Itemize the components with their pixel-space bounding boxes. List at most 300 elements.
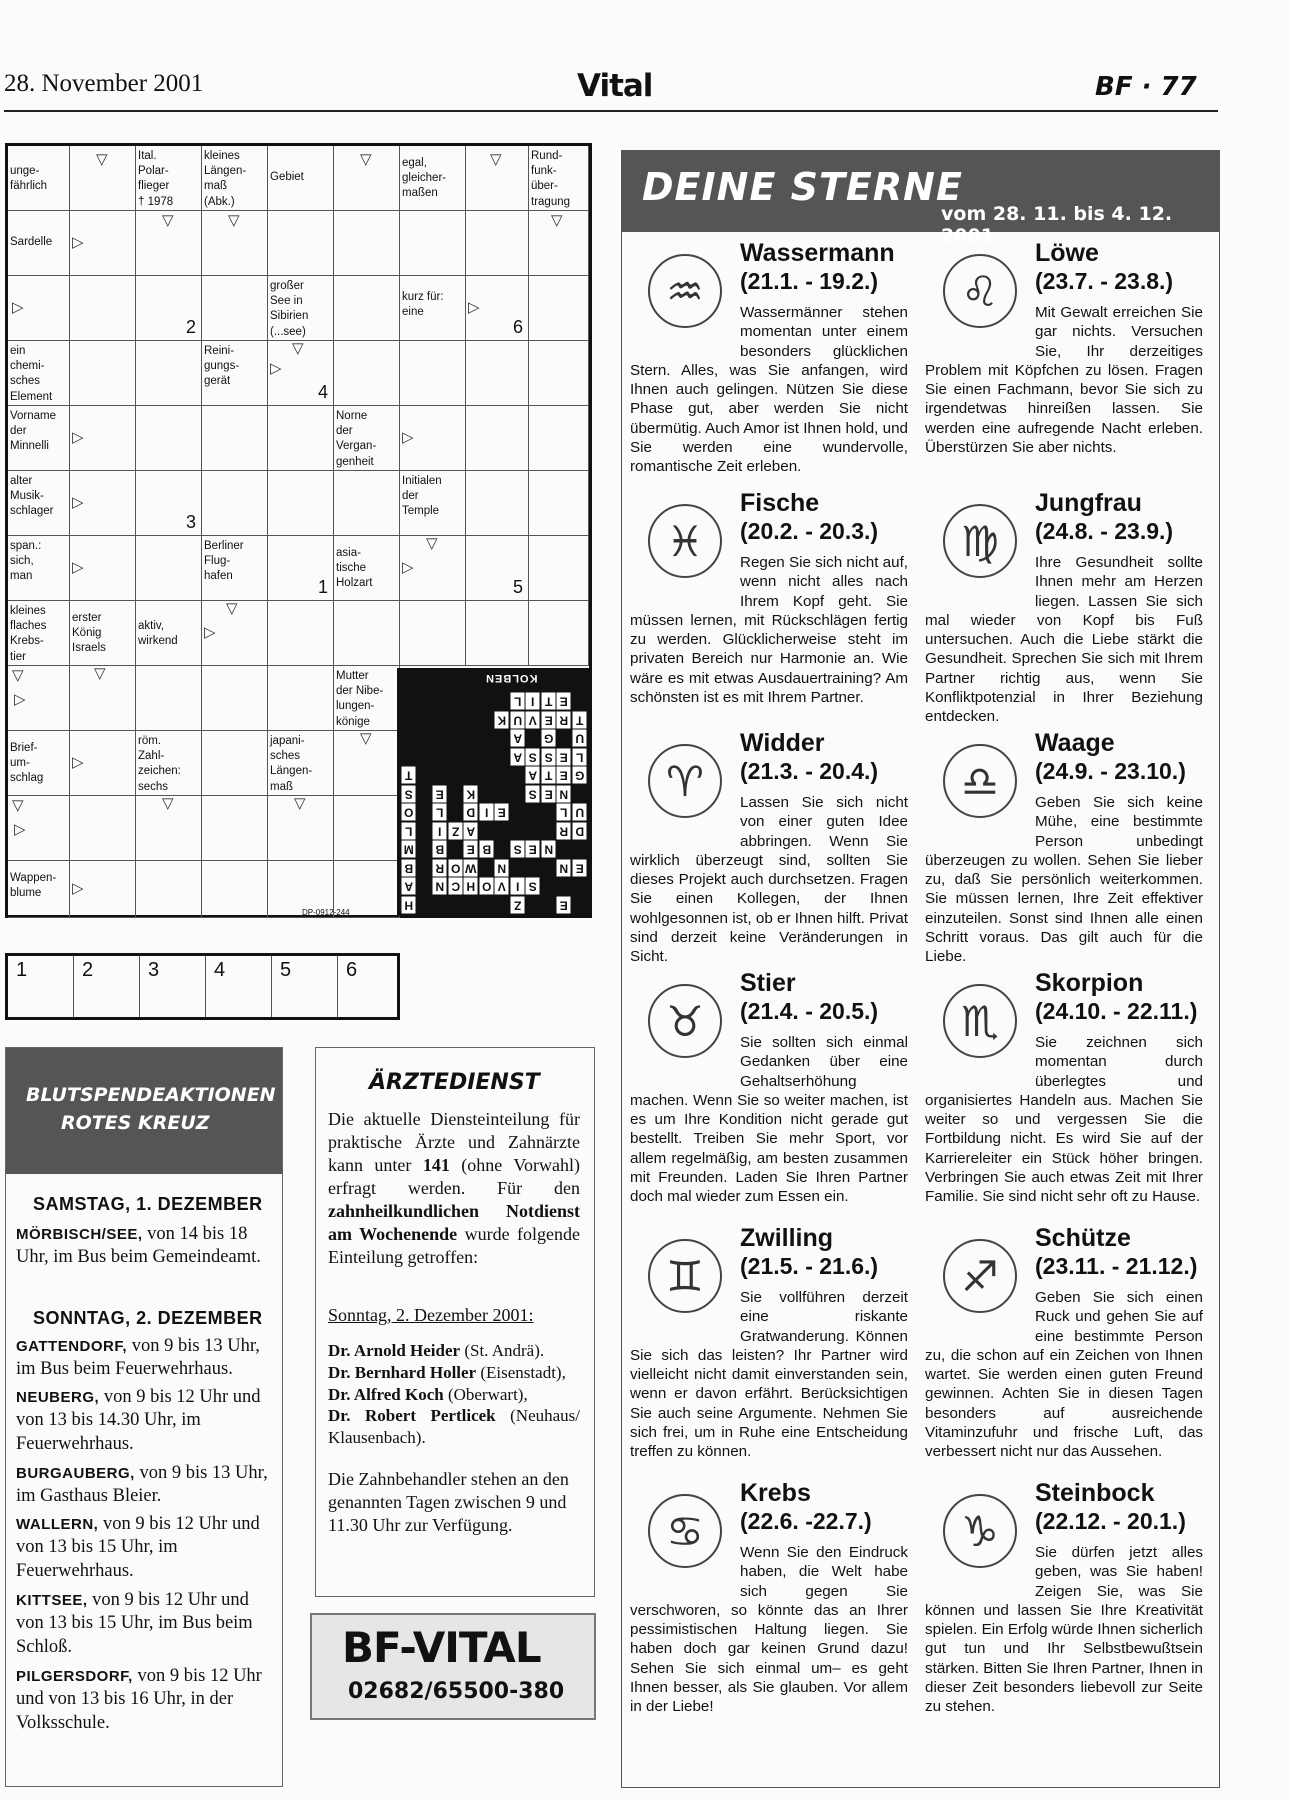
answer-cell[interactable]: ▽ [466, 146, 529, 211]
icon-spacer [630, 303, 740, 353]
solution-letter: G [541, 729, 557, 748]
zodiac-name: Jungfrau [1035, 489, 1142, 517]
answer-cell[interactable]: ▽ [334, 731, 400, 796]
clue-reinigungsgeraet: Reini- gungs- gerät [202, 341, 268, 406]
zodiac-text: Ihre Gesundheit sollte Ihnen mehr am Herzen liegen. Lassen Sie sich mal wieder von Kopf bis Fuß untersuchen. Auch die Liebe stärkt die Gesundheit. Sprechen Sie sich mit Ihrem Partner richtig aus, wenn Sie Konfliktpotenzial in Ihrer Beziehung entdecken. [925, 554, 1203, 726]
solution-letter: E [541, 711, 557, 730]
solution-letter: N [556, 785, 572, 804]
solution-letter: O [479, 877, 495, 896]
answer-cell[interactable] [202, 731, 268, 796]
zodiac-dates: (22.6. -22.7.) [740, 1508, 872, 1534]
donation-time: von 9 bis 13 Uhr, im Bus beim Feuerwehrhaus. [16, 1336, 260, 1380]
solution-letter: D [463, 803, 479, 822]
answer-cell[interactable] [466, 471, 529, 536]
answer-cell[interactable]: ▽ ▷ [8, 666, 70, 731]
solution-letter: N [432, 877, 448, 896]
solution-letter: N [541, 840, 557, 859]
solution-letter: G [572, 766, 588, 785]
svg-text:♏: ♏ [961, 997, 999, 1046]
answer-cell[interactable] [70, 341, 136, 406]
answer-cell[interactable] [529, 276, 589, 341]
donation-time: von 9 bis 12 Uhr und von 13 bis 14.30 Uhr, im Feuerwehrhaus. [16, 1387, 261, 1454]
donation-place: PILGERSDORF, [16, 1668, 133, 1685]
zodiac-name: Wassermann [740, 239, 895, 267]
donation-place: GATTENDORF, [16, 1338, 128, 1355]
answer-cell[interactable]: ▽ [70, 146, 136, 211]
icon-spacer [630, 1288, 740, 1338]
solution-letter: U [572, 729, 588, 748]
solution-letter: Z [510, 896, 526, 915]
donation-place: NEUBERG, [16, 1389, 100, 1406]
number-6: 6 [512, 317, 523, 337]
day-heading-sunday: SONNTAG, 2. DEZEMBER [33, 1308, 263, 1328]
zodiac-text-block [630, 303, 908, 477]
doctor-place: (St. Andrä). [460, 1341, 545, 1360]
solution-letter: S [510, 840, 526, 859]
answer-cell[interactable]: ▷ ▽ [202, 601, 268, 666]
answer-cell[interactable] [334, 471, 400, 536]
doctor-entry [328, 1340, 580, 1362]
donation-time: von 9 bis 13 Uhr, im Gasthaus Bleier. [16, 1463, 268, 1507]
solution-letter: S [541, 748, 557, 767]
clue-initialen-temple: Initialen der Temple [400, 471, 466, 536]
clue-egal: egal, gleicher- maßen [400, 146, 466, 211]
number-1: 1 [317, 577, 328, 597]
number-5: 5 [512, 577, 523, 597]
solution-letter: T [541, 766, 557, 785]
zodiac-name: Waage [1035, 729, 1115, 757]
bf-vital-title: BF-VITAL [342, 1623, 541, 1672]
solution-box-6[interactable]: 6 [346, 959, 358, 981]
doctor-service-intro [328, 1108, 580, 1269]
zodiac-name: Stier [740, 969, 796, 997]
answer-cell[interactable] [136, 341, 202, 406]
answer-cell[interactable]: ▽ [334, 146, 400, 211]
answer-cell[interactable]: ▷ [70, 471, 136, 536]
answer-cell[interactable]: ▷ [8, 276, 70, 341]
answer-cell[interactable] [529, 341, 589, 406]
zodiac-text: Mit Gewalt erreichen Sie gar nichts. Versuchen Sie, Ihr derzeitiges Problem mit Köpfchen zu lösen. Fragen Sie einen Fachmann, bevor Sie sich zu irgendetwas hinreißen lassen. Sie werden eine aufregende Nacht erleben. Überstürzen Sie aber nichts. [925, 304, 1203, 457]
zodiac-name: Steinbock [1035, 1479, 1155, 1507]
clue-grosser-see: großer See in Sibirien (...see) [268, 276, 334, 341]
solution-letter: S [401, 785, 417, 804]
clue-asiatische-holzart: asia- tische Holzart [334, 536, 400, 601]
donation-entry [16, 1223, 276, 1270]
zodiac-text-block [925, 303, 1203, 457]
icon-spacer [925, 303, 1035, 353]
icon-spacer [925, 1543, 1035, 1593]
zodiac-name: Schütze [1035, 1224, 1131, 1252]
zodiac-dates: (24.9. - 23.10.) [1035, 758, 1186, 784]
number-2: 2 [185, 317, 196, 337]
clue-rundfunk: Rund- funk- über- tragung [529, 146, 589, 211]
solution-letter: R [556, 822, 572, 841]
zodiac-text: Wassermänner stehen momentan unter einem besonders glücklichen Stern. Alles, was Sie anfangen, wird Ihnen auch gelingen. Nützen Sie diese Phase gut, aber werden Sie nicht übermütig. Auch Amor ist Ihnen hold, und Sie werden eine wundervolle, romantische Zeit erleben. [630, 304, 908, 476]
zodiac-text-block [630, 1288, 908, 1462]
solution-box-4[interactable]: 4 [206, 956, 272, 1017]
answer-cell[interactable]: ▷ 6 [466, 276, 529, 341]
answer-cell[interactable] [202, 276, 268, 341]
solution-letter: A [525, 766, 541, 785]
doctor-name: Dr. Arnold Heider [328, 1341, 461, 1360]
answer-cell[interactable] [334, 211, 400, 276]
solution-letter: S [525, 748, 541, 767]
answer-cell[interactable] [70, 796, 136, 861]
zodiac-dates: (23.11. - 21.12.) [1035, 1253, 1198, 1279]
clue-kleines-laengenmass: kleines Längen- maß (Abk.) [202, 146, 268, 211]
answer-cell[interactable] [529, 601, 589, 666]
solution-letter: A [463, 822, 479, 841]
zodiac-name: Krebs [740, 1479, 811, 1507]
donation-entry [16, 1589, 276, 1659]
answer-cell[interactable] [268, 666, 334, 731]
solution-box-5[interactable]: 5 [272, 956, 338, 1017]
doctor-place: (Oberwart), [443, 1384, 528, 1404]
svg-text:♓: ♓ [666, 517, 704, 566]
svg-text:♍: ♍ [961, 517, 999, 566]
donation-place: MÖRBISCH/SEE, [16, 1226, 143, 1243]
clue-aktiv: aktiv, wirkend [136, 601, 202, 666]
puzzle-code: DP-0912-244 [302, 908, 350, 917]
answer-cell[interactable] [136, 536, 202, 601]
solution-letter: B [479, 840, 495, 859]
solution-letter: V [494, 877, 510, 896]
icon-spacer [630, 1543, 740, 1593]
solution-letter: E [556, 692, 572, 711]
doctor-entry [328, 1405, 580, 1449]
answer-cell[interactable] [466, 341, 529, 406]
donation-entry [16, 1513, 276, 1583]
solution-letter: I [510, 877, 526, 896]
doctor-place: (Neuhaus/ Klausenbach). [328, 1406, 580, 1447]
answer-cell[interactable]: ▽ [136, 211, 202, 276]
donation-place: BURGAUBERG, [16, 1465, 135, 1482]
solution-box-1[interactable]: 1 [8, 956, 74, 1017]
answer-cell[interactable] [334, 276, 400, 341]
solution-letter: E [432, 785, 448, 804]
horoscope-subtitle: vom 28. 11. bis 4. 12. 2001 [941, 203, 1173, 247]
solution-letter: L [556, 803, 572, 822]
intro-text: Die aktuelle Diensteinteilung für praktische Ärzte und Zahnärzte kann unter [328, 1109, 580, 1176]
svg-text:♌: ♌ [961, 267, 999, 316]
answer-cell[interactable] [466, 601, 529, 666]
horoscope-title: DEINE STERNE [642, 165, 963, 209]
clue-sardelle: Sardelle [8, 211, 70, 276]
answer-cell[interactable] [202, 796, 268, 861]
solution-letter: B [432, 840, 448, 859]
clue-briefumschlag: Brief- um- schlag [8, 731, 70, 796]
solution-letter: S [525, 877, 541, 896]
answer-cell[interactable] [136, 406, 202, 471]
clue-krebstier: kleines flaches Krebs- tier [8, 601, 70, 666]
solution-letter: W [463, 859, 479, 878]
zodiac-dates: (24.8. - 23.9.) [1035, 518, 1174, 544]
zodiac-text: Wenn Sie den Eindruck haben, die Welt habe sich gegen Sie verschworen, so könnte das an Ihrer pessimistischen Haltung liegen. Sie haben doch gar keinen Grund dazu! Sehen Sie sich einmal um– es geht Ihnen besser, als Sie glauben. Vor allem in der Liebe! [630, 1544, 908, 1716]
solution-letter: H [401, 896, 417, 915]
zodiac-text-block [925, 1033, 1203, 1207]
answer-cell[interactable] [136, 666, 202, 731]
solution-letter: B [401, 859, 417, 878]
icon-spacer [630, 1033, 740, 1083]
donation-entry [16, 1462, 276, 1509]
answer-cell[interactable]: ▷ [70, 406, 136, 471]
answer-cell[interactable] [400, 211, 466, 276]
blood-title-line1: BLUTSPENDEAKTIONEN [26, 1084, 276, 1106]
blood-title-line2: ROTES KREUZ [61, 1111, 210, 1134]
solution-title: KOLBEN [485, 672, 538, 684]
svg-text:♊: ♊ [666, 1252, 704, 1301]
svg-text:♋: ♋ [666, 1507, 704, 1556]
solution-grid [397, 668, 590, 916]
zodiac-name: Fische [740, 489, 820, 517]
zodiac-name: Zwilling [740, 1224, 834, 1252]
bf-vital-box [310, 1613, 596, 1720]
answer-cell[interactable] [400, 601, 466, 666]
solution-letter: O [448, 859, 464, 878]
zodiac-text: Sie sollten sich einmal Gedanken über eine Gehaltserhöhung machen. Wenn Sie so weiter machen, ist es um Ihre Kondition nicht gerade gut bestellt. Treiben Sie mehr Sport, vor allem regelmäßig, am besten zusammen mit Freunden. Laden Sie Ihren Partner doch mal wieder zum Essen ein. [630, 1034, 908, 1206]
svg-text:♑: ♑ [961, 1507, 999, 1556]
zodiac-name: Skorpion [1035, 969, 1144, 997]
zodiac-text-block [925, 1288, 1203, 1462]
solution-letter: V [525, 711, 541, 730]
horoscope-panel [621, 150, 1220, 1788]
answer-cell[interactable] [268, 601, 334, 666]
solution-letter: L [432, 803, 448, 822]
answer-cell[interactable]: ▽ [268, 796, 334, 861]
header-rule [4, 110, 1218, 112]
icon-spacer [925, 1288, 1035, 1338]
clue-japanisches-laengenmass: japani- sches Längen- maß [268, 731, 334, 796]
clue-berliner-flughafen: Berliner Flug- hafen [202, 536, 268, 601]
zodiac-text: Sie vollführen derzeit eine riskante Gratwanderung. Können Sie sich das leisten? Ihr Partner wird vielleicht nicht damit einverstanden sein, wenn er davon erfährt. Berücksichtigen Sie auch seine Argumente. Nehmen Sie sich frei, um in Ruhe eine Entscheidung treffen zu können. [630, 1289, 908, 1461]
clue-kurz-fuer: kurz für: eine [400, 276, 466, 341]
answer-cell[interactable] [268, 536, 334, 601]
answer-cell[interactable] [529, 536, 589, 601]
zodiac-text: Sie zeichnen sich momentan durch überlegtes und organisiertes Handeln aus. Machen Sie weiter so und vergessen Sie die Fortbildung nicht. Es wird Sie auf der Karriereleiter ein Stück höher bringen. Verbringen Sie auch etwas Zeit mit Ihrer Familie. Sie sind nicht sehr oft zu Hause. [925, 1034, 1203, 1206]
solution-letter: E [525, 840, 541, 859]
solution-letter: U [572, 803, 588, 822]
zodiac-text-block [630, 793, 908, 967]
zodiac-text: Regen Sie sich nicht auf, wenn nicht alles nach Ihrem Kopf geht. Sie müssen lernen, mit Rückschlägen fertig zu werden. Glücklicherweise steht im privaten Bereich nur Harmonie an. Wie wäre es mit etwas Ausdauertraining? Am schönsten ist es mit Ihrem Partner. [630, 554, 909, 707]
svg-text:♉: ♉ [666, 997, 704, 1046]
blood-donation-box [5, 1047, 283, 1787]
solution-letter: K [494, 711, 510, 730]
number-3: 3 [185, 512, 196, 532]
zodiac-text-block [630, 553, 908, 707]
solution-letter: E [572, 859, 588, 878]
donation-place: WALLERN, [16, 1516, 99, 1533]
clue-erster-koenig: erster König Israels [70, 601, 136, 666]
service-date: Sonntag, 2. Dezember 2001: [328, 1305, 534, 1325]
zodiac-dates: (21.4. - 20.5.) [740, 998, 879, 1024]
day-heading-saturday: SAMSTAG, 1. DEZEMBER [33, 1194, 263, 1214]
zodiac-dates: (23.7. - 23.8.) [1035, 268, 1174, 294]
zodiac-text-block [630, 1543, 908, 1717]
clue-musikschlager: alter Musik- schlager [8, 471, 70, 536]
answer-cell[interactable] [268, 471, 334, 536]
answer-cell[interactable]: ▷ ▽ 4 [268, 341, 334, 406]
zodiac-text-block [630, 1033, 908, 1207]
solution-letter: C [448, 877, 464, 896]
clue-norne: Norne der Vergan- genheit [334, 406, 400, 471]
solution-letter: A [401, 877, 417, 896]
clue-vorname-minnelli: Vorname der Minnelli [8, 406, 70, 471]
donation-time: von 9 bis 12 Uhr und von 13 bis 16 Uhr, in der Volksschule. [16, 1666, 262, 1733]
icon-spacer [925, 1033, 1035, 1083]
solution-letter: A [510, 729, 526, 748]
doctor-service-title: ÄRZTEDIENST [369, 1070, 540, 1095]
answer-cell[interactable] [466, 406, 529, 471]
answer-cell[interactable]: ▷ [70, 211, 136, 276]
clue-wappenblume: Wappen- blume [8, 861, 70, 918]
solution-letter: N [494, 859, 510, 878]
zodiac-text-block [925, 1543, 1203, 1717]
answer-cell[interactable] [466, 536, 529, 601]
horoscope-banner [622, 151, 1219, 247]
solution-box-3[interactable]: 3 [140, 956, 206, 1017]
answer-cell[interactable]: ▷ [400, 406, 466, 471]
zodiac-text-block [925, 793, 1203, 967]
answer-cell[interactable] [268, 406, 334, 471]
answer-cell[interactable]: ▷ ▽ [400, 536, 466, 601]
solution-letter: U [510, 711, 526, 730]
icon-spacer [630, 553, 740, 603]
answer-cell[interactable] [529, 406, 589, 471]
answer-cell[interactable] [334, 341, 400, 406]
solution-letter: R [432, 859, 448, 878]
clue-gebiet: Gebiet [268, 146, 334, 211]
solution-letter: L [401, 822, 417, 841]
svg-text:♎: ♎ [961, 757, 999, 806]
doctor-name: Dr. Alfred Koch [328, 1384, 444, 1404]
solution-box-2[interactable]: 2 [74, 956, 140, 1017]
answer-cell[interactable] [202, 861, 268, 918]
clue-polarflieger: Ital. Polar- flieger † 1978 [136, 146, 202, 211]
answer-cell[interactable]: ▽ [529, 211, 589, 276]
answer-cell[interactable] [136, 861, 202, 918]
answer-cell[interactable] [466, 211, 529, 276]
solution-letter: T [572, 711, 588, 730]
dental-emergency: zahnheilkundlichen Notdienst am Wochenende [328, 1201, 580, 1245]
icon-spacer [925, 553, 1035, 603]
donation-place: KITTSEE, [16, 1592, 88, 1609]
phone-141: 141 [422, 1155, 450, 1176]
answer-cell[interactable] [268, 211, 334, 276]
page-number: BF · 77 [1095, 72, 1197, 102]
answer-cell[interactable] [136, 471, 202, 536]
solution-letter: K [463, 785, 479, 804]
section-title: Vital [577, 68, 653, 104]
solution-letter: E [556, 766, 572, 785]
zodiac-text: Geben Sie sich einen Ruck und gehen Sie auf eine bestimmte Person zu, die schon auf ein Zeichen von Ihnen wartet. Sie werden einen guten Freund gewinnen. Achten Sie in diesen Tagen besonders auf ausreichende Vitaminzufuhr und frische Luft, das verbessert nicht nur das Aussehen. [925, 1289, 1203, 1461]
solution-letter: L [510, 692, 526, 711]
solution-letter: I [479, 803, 495, 822]
svg-text:♐: ♐ [961, 1252, 999, 1301]
intro-text: wurde folgende Einteilung getroffen: [328, 1224, 580, 1268]
donation-time: von 9 bis 12 Uhr und von 13 bis 15 Uhr, im Bus beim Schloß. [16, 1590, 253, 1657]
answer-cell[interactable]: ▽ [202, 211, 268, 276]
solution-letter: T [541, 692, 557, 711]
answer-cell[interactable]: ▽ [136, 796, 202, 861]
clue-span-sich: span.: sich, man [8, 536, 70, 601]
doctor-entry [328, 1384, 580, 1406]
doctor-name: Dr. Bernhard Holler [328, 1362, 477, 1382]
solution-letter: O [401, 803, 417, 822]
clue-roemische-zahl: röm. Zahl- zeichen: sechs [136, 731, 202, 796]
donation-entry [16, 1665, 276, 1735]
answer-cell[interactable] [202, 471, 268, 536]
answer-cell[interactable]: ▽ [70, 666, 136, 731]
solution-letter: R [556, 711, 572, 730]
issue-date: 28. November 2001 [4, 70, 204, 97]
answer-cell[interactable]: ▷ [70, 861, 136, 918]
solution-letter: L [572, 748, 588, 767]
zodiac-text-block [925, 553, 1203, 727]
doctor-name: Dr. Robert Pertlicek [328, 1406, 496, 1426]
answer-cell[interactable]: ▽ ▷ [8, 796, 70, 861]
zodiac-dates: (22.12. - 20.1.) [1035, 1508, 1186, 1534]
svg-text:♈: ♈ [666, 757, 704, 806]
solution-letter: I [432, 822, 448, 841]
zodiac-dates: (21.1. - 19.2.) [740, 268, 879, 294]
zodiac-text: Lassen Sie sich nicht von einer guten Idee abbringen. Wenn Sie wirklich überzeugt sind, sollten Sie dieses Projekt auch durchsetzen. Fragen Sie einen Kollegen, der Ihnen wohlgesonnen ist, ob er Ihnen hilft. Privat sind derzeit keine Veränderungen in Sicht. [630, 794, 908, 966]
solution-letter: E [556, 748, 572, 767]
zodiac-dates: (24.10. - 22.11.) [1035, 998, 1198, 1024]
answer-cell[interactable] [334, 796, 400, 861]
solution-letter: H [463, 877, 479, 896]
donation-time: von 9 bis 12 Uhr und von 13 bis 15 Uhr, im Feuerwehrhaus. [16, 1514, 260, 1581]
solution-letter: T [401, 766, 417, 785]
solution-letter: E [494, 803, 510, 822]
answer-cell[interactable] [529, 471, 589, 536]
doctor-place: (Eisenstadt), [476, 1362, 566, 1382]
answer-cell[interactable] [334, 601, 400, 666]
solution-boxes [5, 953, 400, 1020]
solution-letter: E [556, 896, 572, 915]
solution-letter: E [541, 785, 557, 804]
zodiac-text: Sie dürfen jetzt alles geben, was Sie haben! Zeigen Sie, was Sie können und lassen Sie Ihre Kreativität spielen. Ein Erfolg würde Ihnen sicherlich gut tun und Ihr Selbstbewußtsein stärken. Bitten Sie Ihren Partner, Ihnen in dieser Zeit besonders liebevoll zur Seite zu stehen. [925, 1544, 1203, 1716]
donation-entry [16, 1335, 276, 1382]
bf-vital-phone[interactable]: 02682/65500-380 [348, 1679, 565, 1704]
answer-cell[interactable] [70, 276, 136, 341]
solution-letter: I [525, 692, 541, 711]
icon-spacer [925, 793, 1035, 843]
number-4: 4 [317, 382, 328, 402]
blood-title [26, 1082, 276, 1137]
answer-cell[interactable] [136, 276, 202, 341]
solution-letter: E [463, 840, 479, 859]
clue-chemisches-element: ein chemi- sches Element [8, 341, 70, 406]
solution-letter: A [510, 748, 526, 767]
clue-mutter-nibelungen: Mutter der Nibe- lungen- könige [334, 666, 400, 731]
answer-cell[interactable]: ▷ [70, 731, 136, 796]
answer-cell[interactable]: ▷ [70, 536, 136, 601]
solution-letter: D [572, 822, 588, 841]
doctor-entry [328, 1362, 580, 1384]
answer-cell[interactable] [400, 341, 466, 406]
answer-cell[interactable] [202, 406, 268, 471]
doctor-service-note: Die Zahnbehandler stehen an den genannten Tagen zwischen 9 und 11.30 Uhr zur Verfügung. [328, 1469, 569, 1536]
zodiac-dates: (21.5. - 21.6.) [740, 1253, 879, 1279]
svg-text:♒: ♒ [666, 267, 704, 316]
answer-cell[interactable] [202, 666, 268, 731]
icon-spacer [630, 793, 740, 843]
donation-time: von 14 bis 18 Uhr, im Bus beim Gemeindeamt. [16, 1224, 261, 1268]
doctor-list [328, 1340, 580, 1449]
intro-text: (ohne Vorwahl) erfragt werden. Für den [328, 1155, 580, 1199]
clue-ungefaehrlich: unge- fährlich [8, 146, 70, 211]
zodiac-dates: (20.2. - 20.3.) [740, 518, 879, 544]
